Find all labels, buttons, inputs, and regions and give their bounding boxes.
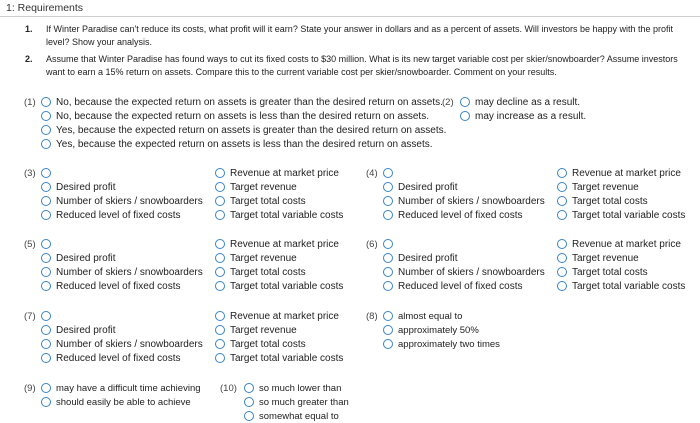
radio-button[interactable]: [383, 168, 393, 178]
radio-button[interactable]: [557, 168, 567, 178]
q6-option-desired-profit[interactable]: Desired profit: [383, 253, 457, 265]
radio-button[interactable]: [41, 239, 51, 249]
q3-blank-radio[interactable]: [41, 168, 56, 180]
radio-button[interactable]: [215, 196, 225, 206]
q7-option-target-revenue[interactable]: Target revenue: [215, 325, 297, 337]
q5-option-target-total-costs[interactable]: Target total costs: [215, 267, 306, 279]
radio-button[interactable]: [383, 210, 393, 220]
radio-button[interactable]: [557, 182, 567, 192]
requirements-title: 1: Requirements: [6, 2, 84, 14]
q2-option-1[interactable]: may decline as a result.: [460, 97, 580, 109]
q8-option-2[interactable]: approximately 50%: [383, 325, 479, 337]
radio-button[interactable]: [557, 253, 567, 263]
radio-button[interactable]: [41, 125, 51, 135]
radio-button[interactable]: [41, 383, 51, 393]
q2-option-2[interactable]: may increase as a result.: [460, 111, 586, 123]
radio-button[interactable]: [215, 281, 225, 291]
q3-option-reduced-fixed[interactable]: Reduced level of fixed costs: [41, 210, 181, 222]
radio-button[interactable]: [215, 253, 225, 263]
radio-button[interactable]: [215, 182, 225, 192]
q4-option-reduced-fixed[interactable]: Reduced level of fixed costs: [383, 210, 523, 222]
radio-button[interactable]: [383, 281, 393, 291]
radio-button[interactable]: [215, 339, 225, 349]
radio-button[interactable]: [244, 397, 254, 407]
radio-button[interactable]: [383, 239, 393, 249]
q3-option-target-variable-costs[interactable]: Target total variable costs: [215, 210, 343, 222]
q4-option-target-total-costs[interactable]: Target total costs: [557, 196, 648, 208]
q1-option-4[interactable]: Yes, because the expected return on assets is less than the desired return on assets.: [41, 139, 433, 151]
q6-option-reduced-fixed[interactable]: Reduced level of fixed costs: [383, 281, 523, 293]
q1-option-3[interactable]: Yes, because the expected return on assets is greater than the desired return on assets.: [41, 125, 446, 137]
q5-option-desired-profit[interactable]: Desired profit: [41, 253, 115, 265]
requirements-header: [0, 0, 700, 17]
q9-option-2[interactable]: should easily be able to achieve: [41, 397, 191, 409]
q4-option-number-skiers[interactable]: Number of skiers / snowboarders: [383, 196, 545, 208]
radio-button[interactable]: [383, 182, 393, 192]
radio-button[interactable]: [41, 111, 51, 121]
q7-option-reduced-fixed[interactable]: Reduced level of fixed costs: [41, 353, 181, 365]
q8-option-1[interactable]: almost equal to: [383, 311, 462, 323]
q7-option-number-skiers[interactable]: Number of skiers / snowboarders: [41, 339, 203, 351]
radio-button[interactable]: [41, 196, 51, 206]
q10-option-1[interactable]: so much lower than: [244, 383, 341, 395]
radio-button[interactable]: [41, 325, 51, 335]
q7-option-revenue-market[interactable]: Revenue at market price: [215, 311, 339, 323]
radio-button[interactable]: [41, 353, 51, 363]
q6-option-target-revenue[interactable]: Target revenue: [557, 253, 639, 265]
radio-button[interactable]: [460, 111, 470, 121]
radio-button[interactable]: [41, 253, 51, 263]
radio-button[interactable]: [557, 267, 567, 277]
radio-button[interactable]: [557, 196, 567, 206]
radio-button[interactable]: [383, 196, 393, 206]
q5-option-target-variable-costs[interactable]: Target total variable costs: [215, 281, 343, 293]
radio-button[interactable]: [41, 97, 51, 107]
q3-option-target-total-costs[interactable]: Target total costs: [215, 196, 306, 208]
radio-button[interactable]: [215, 267, 225, 277]
radio-button[interactable]: [557, 210, 567, 220]
radio-button[interactable]: [41, 168, 51, 178]
q5-option-number-skiers[interactable]: Number of skiers / snowboarders: [41, 267, 203, 279]
q4-option-target-revenue[interactable]: Target revenue: [557, 182, 639, 194]
radio-button[interactable]: [215, 311, 225, 321]
q5-option-reduced-fixed[interactable]: Reduced level of fixed costs: [41, 281, 181, 293]
radio-button[interactable]: [41, 139, 51, 149]
radio-button[interactable]: [215, 353, 225, 363]
radio-button[interactable]: [215, 210, 225, 220]
radio-button[interactable]: [383, 267, 393, 277]
radio-button[interactable]: [215, 239, 225, 249]
q7-option-desired-profit[interactable]: Desired profit: [41, 325, 115, 337]
radio-button[interactable]: [460, 97, 470, 107]
q3-option-number-skiers[interactable]: Number of skiers / snowboarders: [41, 196, 203, 208]
q6-option-target-total-costs[interactable]: Target total costs: [557, 267, 648, 279]
q7-option-target-total-costs[interactable]: Target total costs: [215, 339, 306, 351]
radio-button[interactable]: [215, 325, 225, 335]
radio-button[interactable]: [41, 267, 51, 277]
radio-button[interactable]: [41, 339, 51, 349]
q6-option-revenue-market[interactable]: Revenue at market price: [557, 239, 681, 251]
q3-option-target-revenue[interactable]: Target revenue: [215, 182, 297, 194]
q4-option-desired-profit[interactable]: Desired profit: [383, 182, 457, 194]
radio-button[interactable]: [215, 168, 225, 178]
q6-blank-radio[interactable]: [383, 239, 398, 251]
radio-button[interactable]: [383, 311, 393, 321]
radio-button[interactable]: [244, 411, 254, 421]
q8-option-3[interactable]: approximately two times: [383, 339, 500, 351]
q5-option-revenue-market[interactable]: Revenue at market price: [215, 239, 339, 251]
q7-option-target-variable-costs[interactable]: Target total variable costs: [215, 353, 343, 365]
q4-option-revenue-market[interactable]: Revenue at market price: [557, 168, 681, 180]
q1-option-2[interactable]: No, because the expected return on assets is less than the desired return on assets.: [41, 111, 429, 123]
q1-option-1[interactable]: No, because the expected return on assets is greater than the desired return on assets.: [41, 97, 443, 109]
q7-blank-radio[interactable]: [41, 311, 56, 323]
radio-button[interactable]: [383, 325, 393, 335]
radio-button[interactable]: [41, 397, 51, 407]
radio-button[interactable]: [41, 281, 51, 291]
q3-option-revenue-market[interactable]: Revenue at market price: [215, 168, 339, 180]
q10-option-2[interactable]: so much greater than: [244, 397, 349, 409]
q9-option-1[interactable]: may have a difficult time achieving: [41, 383, 201, 395]
radio-button[interactable]: [557, 281, 567, 291]
radio-button[interactable]: [383, 253, 393, 263]
q6-option-target-variable-costs[interactable]: Target total variable costs: [557, 281, 685, 293]
q10-option-3[interactable]: somewhat equal to: [244, 411, 339, 423]
q5-blank-radio[interactable]: [41, 239, 56, 251]
q4-blank-radio[interactable]: [383, 168, 398, 180]
q6-option-number-skiers[interactable]: Number of skiers / snowboarders: [383, 267, 545, 279]
radio-button[interactable]: [244, 383, 254, 393]
radio-button[interactable]: [41, 182, 51, 192]
radio-button[interactable]: [41, 210, 51, 220]
radio-button[interactable]: [383, 339, 393, 349]
q4-option-target-variable-costs[interactable]: Target total variable costs: [557, 210, 685, 222]
q5-option-target-revenue[interactable]: Target revenue: [215, 253, 297, 265]
radio-button[interactable]: [557, 239, 567, 249]
radio-button[interactable]: [41, 311, 51, 321]
q3-option-desired-profit[interactable]: Desired profit: [41, 182, 115, 194]
